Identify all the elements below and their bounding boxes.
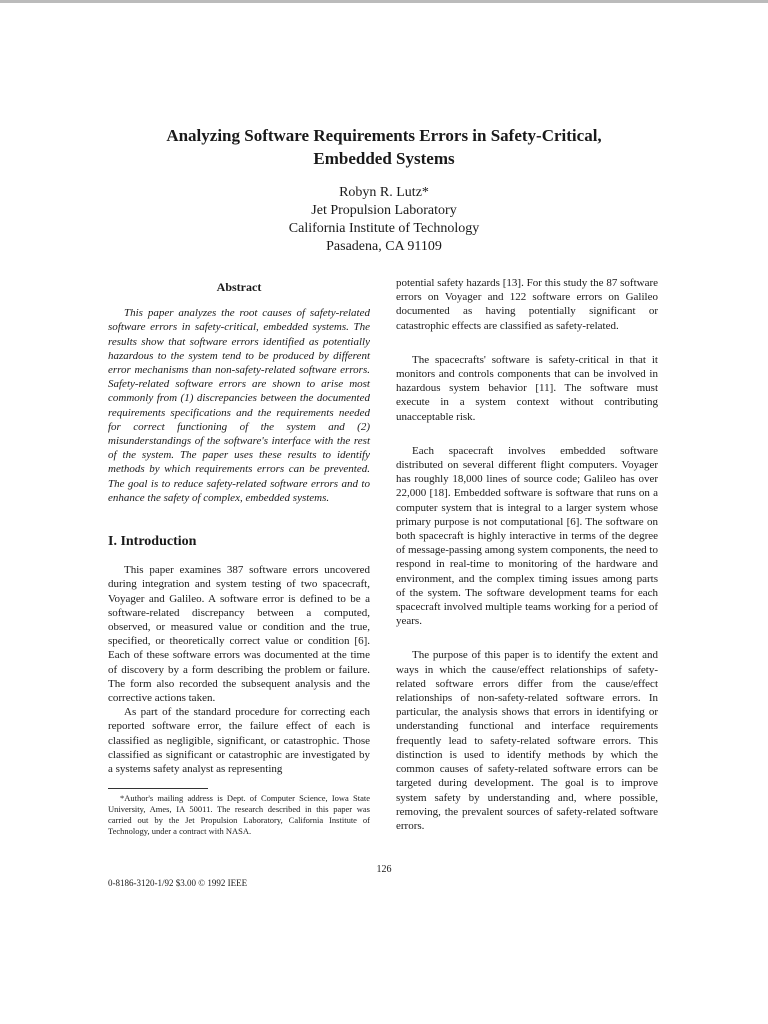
paper-title-line-1: Analyzing Software Requirements Errors in Safety-Critical, — [166, 126, 602, 145]
affiliation-institute: California Institute of Technology — [288, 221, 480, 236]
affiliation-lab: Jet Propulsion Laboratory — [311, 203, 457, 218]
right-paragraph-2: The spacecrafts' software is safety-critical in that it monitors and controls components that can be involved in hazardous system behavior [11]. The software must execute in a system context without contributing unacceptable risk. — [396, 353, 658, 423]
paper-title-line-2: Embedded Systems — [313, 149, 455, 168]
author-block — [100, 184, 668, 256]
left-column — [108, 276, 370, 837]
section-heading-introduction: I. Introduction — [108, 534, 197, 550]
right-paragraph-3: Each spacecraft involves embedded software distributed on several different flight computers. Voyager has roughly 18,000 lines of source code; Galileo has over 22,000 [18]. Embedded software is software that runs on a computer system that is integral to a larger system whose primary purpose is not computational [6]. The software on both spacecraft is highly interactive in terms of the degree of message-passing among system components, the need to respond in real-time to monitoring of the hardware and environment, and the complex timing issues among parts of the system. The software development teams for each spacecraft involved multiple teams working for a period of years. — [396, 444, 658, 628]
author-footnote: *Author's mailing address is Dept. of Computer Science, Iowa State University, Ames, IA 50011. The research described in this paper was carried out by the Jet Propulsion Laboratory, California Institute of Technology, under a contract with NASA. — [108, 793, 370, 837]
abstract-text: This paper analyzes the root causes of safety-related software errors in safety-critical, embedded systems. The results show that software errors identified as potentially hazardous to the system tend to be produced by different error mechanisms than non-safety-related software errors. Safety-related software errors are shown to arise most commonly from (1) discrepancies between the documented requirements specifications and the requirements needed for correct functioning of the system and (2) misunderstandings of the software's interface with the rest of the system. The paper uses these results to identify methods by which requirements errors can be prevented. The goal is to reduce safety-related software errors and to enhance the safety of complex, embedded systems. — [108, 307, 370, 504]
paper-header — [100, 124, 668, 256]
intro-paragraph-1: This paper examines 387 software errors uncovered during integration and system testing of two spacecraft, Voyager and Galileo. A software error is defined to be a software-related discrepancy between a computed, observed, or measured value or condition and the true, specified, or theoretically correct value or condition [6]. Each of these software errors was documented at the time of discovery by a form describing the problem or failure. The form also recorded the subsequent analysis and the corrective actions taken. — [108, 564, 370, 705]
abstract-heading: Abstract — [216, 280, 262, 294]
right-paragraph-1: potential safety hazards [13]. For this study the 87 software errors on Voyager and 122 software errors on Galileo documented as having potentially significant or catastrophic effects are classified as safety-related. — [396, 277, 658, 332]
author-name: Robyn R. Lutz* — [339, 185, 429, 200]
affiliation-address: Pasadena, CA 91109 — [326, 239, 442, 254]
right-paragraph-4: The purpose of this paper is to identify the extent and ways in which the cause/effect relationships of safety-related software errors differ from the cause/effect relationships of non-safety-related software errors. In particular, the analysis shows that errors in identifying or understanding functional and interface requirements frequently lead to safety-related software errors. This distinction is used to identify methods by which the common causes of safety-related software errors can be targeted during development. The goal is to improve system safety by understanding and, where possible, removing, the prevalent sources of safety-related software errors. — [396, 649, 658, 832]
intro-paragraph-2: As part of the standard procedure for correcting each reported software error, the failure effect of each is classified as negligible, significant, or catastrophic. Those classified as significant or catastrophic are investigated by a systems safety analyst as representing — [108, 706, 370, 776]
scan-top-edge — [0, 0, 768, 3]
footnote-divider — [108, 788, 208, 789]
paper-title — [100, 124, 668, 170]
right-column — [396, 276, 658, 833]
copyright-line: 0-8186-3120-1/92 $3.00 © 1992 IEEE — [108, 878, 248, 888]
page-number: 126 — [376, 864, 392, 875]
